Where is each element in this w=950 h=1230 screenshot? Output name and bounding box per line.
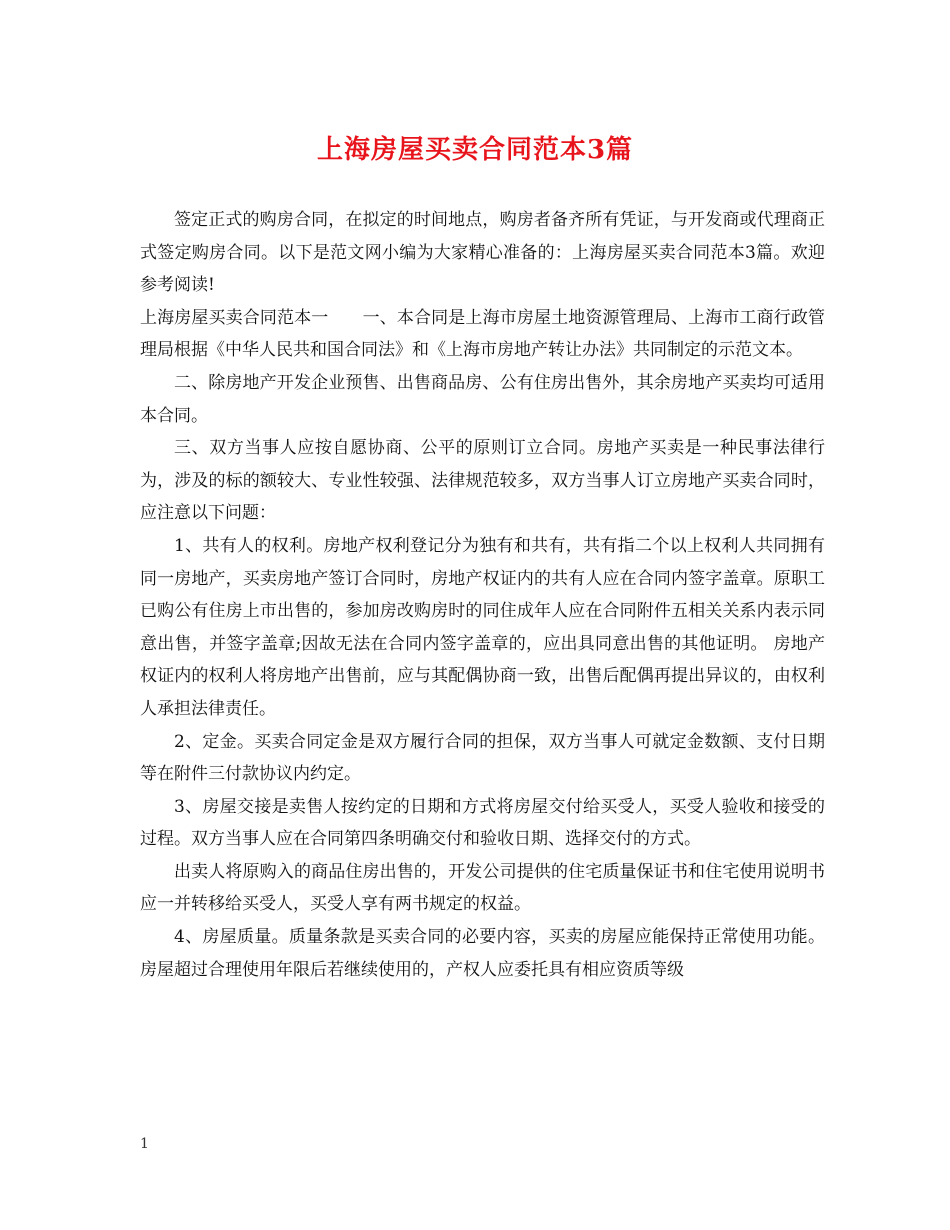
paragraph-clause-3: 三、双方当事人应按自愿协商、公平的原则订立合同。房地产买卖是一种民事法律行为，涉及的标的额较大、专业性较强、法律规范较多，双方当事人订立房地产买卖合同时，应注意以下问题： (140, 438, 825, 524)
paragraph-item-house-quality: 4、房屋质量。质量条款是买卖合同的必要内容，买卖的房屋应能保持正常使用功能。房屋超过合理使用年限后若继续使用的，产权人应委托具有相应资质等级 (140, 927, 825, 980)
paragraph-clause-2: 二、除房地产开发企业预售、出售商品房、公有住房出售外，其余房地产买卖均可适用本合同。 (140, 372, 825, 426)
document-title: 上海房屋买卖合同范本3篇 (316, 135, 634, 165)
document-body (140, 204, 825, 986)
paragraph-item-co-owner-rights: 1、共有人的权利。房地产权利登记分为独有和共有，共有指二个以上权利人共同拥有同一房地产，买卖房地产签订合同时，房地产权证内的共有人应在合同内签字盖章。原职工已购公有住房上市出售的，参加房改购房时的同住成年人应在合同附件五相关关系内表示同意出售，并签字盖章;因故无法在合同内签字盖章的，应出具同意出售的其他证明。 房地产权证内的权利人将房地产出售前，应与其配偶协商一致，出售后配偶再提出异议的，由权利人承担法律责任。 (140, 535, 825, 719)
page-number: 1 (140, 1136, 149, 1152)
paragraph-intro: 签定正式的购房合同，在拟定的时间地点，购房者备齐所有凭证，与开发商或代理商正式签定购房合同。以下是范文网小编为大家精心准备的：上海房屋买卖合同范本3篇。欢迎参考阅读! (140, 210, 825, 296)
paragraph-item-house-handover: 3、房屋交接是卖售人按约定的日期和方式将房屋交付给买受人，买受人验收和接受的过程。双方当事人应在合同第四条明确交付和验收日期、选择交付的方式。 (140, 796, 825, 850)
paragraph-item-deposit: 2、定金。买卖合同定金是双方履行合同的担保，双方当事人可就定金数额、支付日期等在附件三付款协议内约定。 (140, 731, 825, 785)
paragraph-item-quality-guarantee: 出卖人将原购入的商品住房出售的，开发公司提供的住宅质量保证书和住宅使用说明书应一并转移给买受人，买受人享有两书规定的权益。 (140, 861, 825, 915)
paragraph-clause-1: 上海房屋买卖合同范本一 一、本合同是上海市房屋土地资源管理局、上海市工商行政管理局根据《中华人民共和国合同法》和《上海市房地产转让办法》共同制定的示范文本。 (140, 307, 825, 361)
